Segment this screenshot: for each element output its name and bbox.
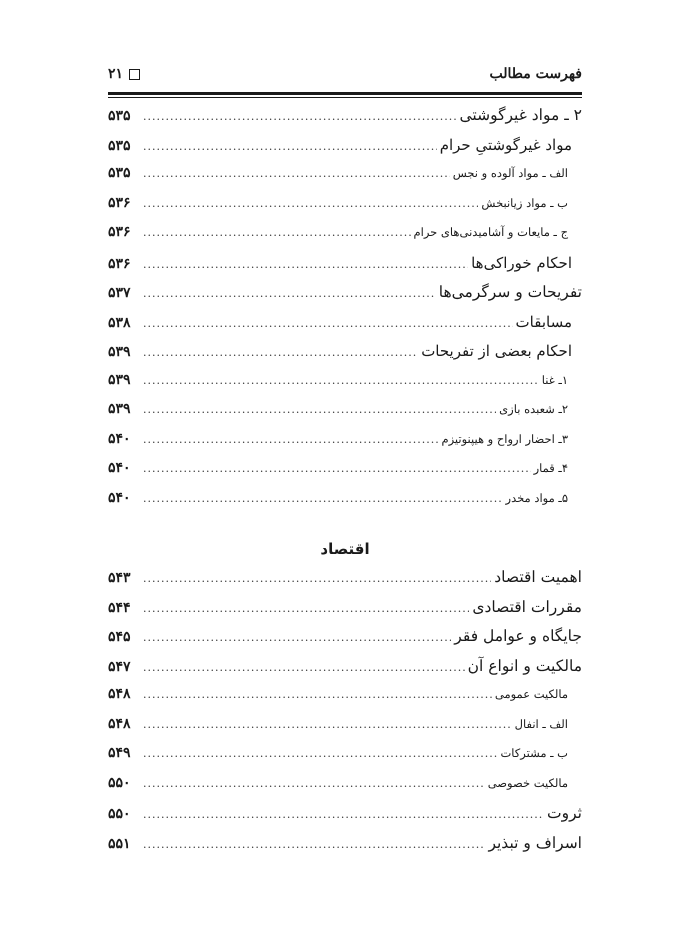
toc-entry[interactable] bbox=[108, 283, 582, 313]
toc-entry-page: ۵۵۱ bbox=[108, 835, 131, 852]
dot-leader bbox=[143, 226, 411, 239]
dot-leader bbox=[143, 167, 450, 180]
dot-leader bbox=[143, 346, 418, 359]
toc-entry[interactable] bbox=[108, 490, 582, 520]
toc-entry[interactable] bbox=[108, 657, 582, 687]
section-title: اقتصاد bbox=[320, 540, 370, 558]
toc-entry[interactable] bbox=[108, 745, 582, 775]
header-rule-thick bbox=[108, 92, 582, 95]
toc-entry-title: اهمیت اقتصاد bbox=[494, 568, 582, 586]
toc-section-2 bbox=[108, 568, 582, 863]
toc-entry-page: ۵۴۵ bbox=[108, 629, 131, 645]
dot-leader bbox=[143, 317, 513, 330]
toc-entry[interactable] bbox=[108, 106, 582, 136]
header-title: فهرست مطالب bbox=[489, 66, 582, 82]
dot-leader bbox=[143, 808, 544, 821]
toc-entry-page: ۵۵۰ bbox=[108, 806, 131, 822]
toc-entry-page: ۵۳۸ bbox=[108, 314, 131, 331]
header-page-number bbox=[108, 66, 140, 82]
square-box-icon bbox=[129, 69, 140, 80]
toc-entry-page: ۵۴۰ bbox=[108, 460, 131, 476]
dot-leader bbox=[143, 777, 485, 790]
dot-leader bbox=[143, 631, 451, 644]
toc-entry-title: ۱ـ غنا bbox=[541, 372, 568, 387]
toc-entry[interactable] bbox=[108, 401, 582, 431]
toc-entry-page: ۵۴۸ bbox=[108, 715, 131, 732]
toc-entry-page: ۵۳۵ bbox=[108, 137, 131, 154]
toc-entry-page: ۵۳۶ bbox=[108, 194, 131, 211]
toc-entry-title: ب ـ مواد زیانبخش bbox=[481, 195, 568, 210]
toc-entry-page: ۵۴۷ bbox=[108, 658, 131, 675]
toc-entry-title: احکام بعضی از تفریحات bbox=[421, 342, 572, 360]
toc-entry-title: ۲ ـ مواد غیرگوشتی bbox=[459, 106, 582, 124]
dot-leader bbox=[143, 462, 531, 475]
toc-entry-title: الف ـ انفال bbox=[514, 716, 568, 731]
toc-entry[interactable] bbox=[108, 431, 582, 461]
dot-leader bbox=[143, 661, 465, 674]
toc-entry[interactable] bbox=[108, 627, 582, 657]
toc-entry-title: مالکیت و انواع آن bbox=[467, 656, 582, 675]
toc-entry-page: ۵۴۰ bbox=[108, 430, 131, 447]
dot-leader bbox=[143, 602, 469, 615]
toc-entry-page: ۵۳۹ bbox=[108, 371, 131, 388]
toc-entry-page: ۵۳۶ bbox=[108, 255, 131, 272]
toc-entry[interactable] bbox=[108, 313, 582, 343]
toc-entry-page: ۵۳۶ bbox=[108, 224, 131, 240]
toc-entry-title: مواد غیرگوشتیِ حرام bbox=[439, 135, 572, 154]
header-rule-thin bbox=[108, 97, 582, 98]
toc-entry-page: ۵۳۵ bbox=[108, 165, 131, 181]
toc-entry-title: ۲ـ شعبده بازی bbox=[499, 402, 568, 416]
toc-entry[interactable] bbox=[108, 372, 582, 402]
toc-entry[interactable] bbox=[108, 775, 582, 805]
toc-entry[interactable] bbox=[108, 165, 582, 195]
dot-leader bbox=[143, 718, 512, 731]
toc-entry-title: ۵ـ مواد مخدر bbox=[505, 490, 568, 505]
toc-entry-title: الف ـ مواد آلوده و نجس bbox=[452, 166, 568, 180]
toc-entry[interactable] bbox=[108, 136, 582, 166]
toc-entry[interactable] bbox=[108, 804, 582, 834]
dot-leader bbox=[143, 403, 496, 416]
toc-entry[interactable] bbox=[108, 716, 582, 746]
dot-leader bbox=[143, 140, 437, 153]
toc-entry[interactable] bbox=[108, 460, 582, 490]
toc-entry-title: مالکیت عمومی bbox=[494, 687, 568, 701]
dot-leader bbox=[143, 110, 457, 123]
toc-entry-title: ثروت bbox=[547, 804, 582, 822]
dot-leader bbox=[143, 287, 436, 300]
dot-leader bbox=[143, 258, 468, 271]
dot-leader bbox=[143, 433, 438, 446]
dot-leader bbox=[143, 197, 478, 210]
dot-leader bbox=[143, 374, 539, 387]
toc-entry-title: احکام خوراکی‌ها bbox=[471, 253, 572, 272]
toc-entry-page: ۵۳۹ bbox=[108, 401, 131, 417]
toc-entry[interactable] bbox=[108, 834, 582, 864]
dot-leader bbox=[143, 747, 497, 760]
dot-leader bbox=[143, 838, 485, 851]
page-header bbox=[108, 64, 582, 86]
toc-entry-title: مسابقات bbox=[515, 312, 572, 331]
toc-entry-page: ۵۵۰ bbox=[108, 774, 131, 791]
toc-entry-page: ۵۳۹ bbox=[108, 344, 131, 360]
toc-entry-page: ۵۳۷ bbox=[108, 285, 131, 301]
toc-entry-page: ۵۳۵ bbox=[108, 108, 131, 124]
dot-leader bbox=[143, 492, 503, 505]
toc-entry-title: مقررات اقتصادی bbox=[472, 597, 582, 616]
toc-entry[interactable] bbox=[108, 195, 582, 225]
toc-entry-page: ۵۴۸ bbox=[108, 686, 131, 702]
toc-section-1 bbox=[108, 106, 582, 519]
toc-entry-title: جایگاه و عوامل فقر bbox=[454, 627, 582, 645]
page-number: ۲۱ bbox=[108, 66, 124, 82]
toc-entry-title: ۳ـ احضار ارواح و هیپنوتیزم bbox=[441, 431, 568, 446]
toc-entry-title: ج ـ مایعات و آشامیدنی‌های حرام bbox=[413, 225, 568, 239]
toc-entry-title: مالکیت خصوصی bbox=[487, 775, 568, 790]
toc-entry[interactable] bbox=[108, 568, 582, 598]
toc-entry-page: ۵۴۳ bbox=[108, 570, 131, 586]
toc-entry[interactable] bbox=[108, 254, 582, 284]
toc-entry-title: ۴ـ قمار bbox=[533, 461, 568, 475]
toc-entry-title: اسراف و تبذیر bbox=[488, 833, 582, 852]
dot-leader bbox=[143, 572, 491, 585]
toc-entry-title: ب ـ مشترکات bbox=[500, 746, 568, 760]
toc-entry[interactable] bbox=[108, 342, 582, 372]
toc-entry[interactable] bbox=[108, 224, 582, 254]
toc-entry-page: ۵۴۰ bbox=[108, 489, 131, 506]
toc-entry-page: ۵۴۴ bbox=[108, 599, 131, 616]
toc-entry-page: ۵۴۹ bbox=[108, 745, 131, 761]
toc-entry[interactable] bbox=[108, 598, 582, 628]
toc-entry[interactable] bbox=[108, 686, 582, 716]
toc-entry-title: تفریحات و سرگرمی‌ها bbox=[438, 283, 582, 301]
dot-leader bbox=[143, 688, 492, 701]
